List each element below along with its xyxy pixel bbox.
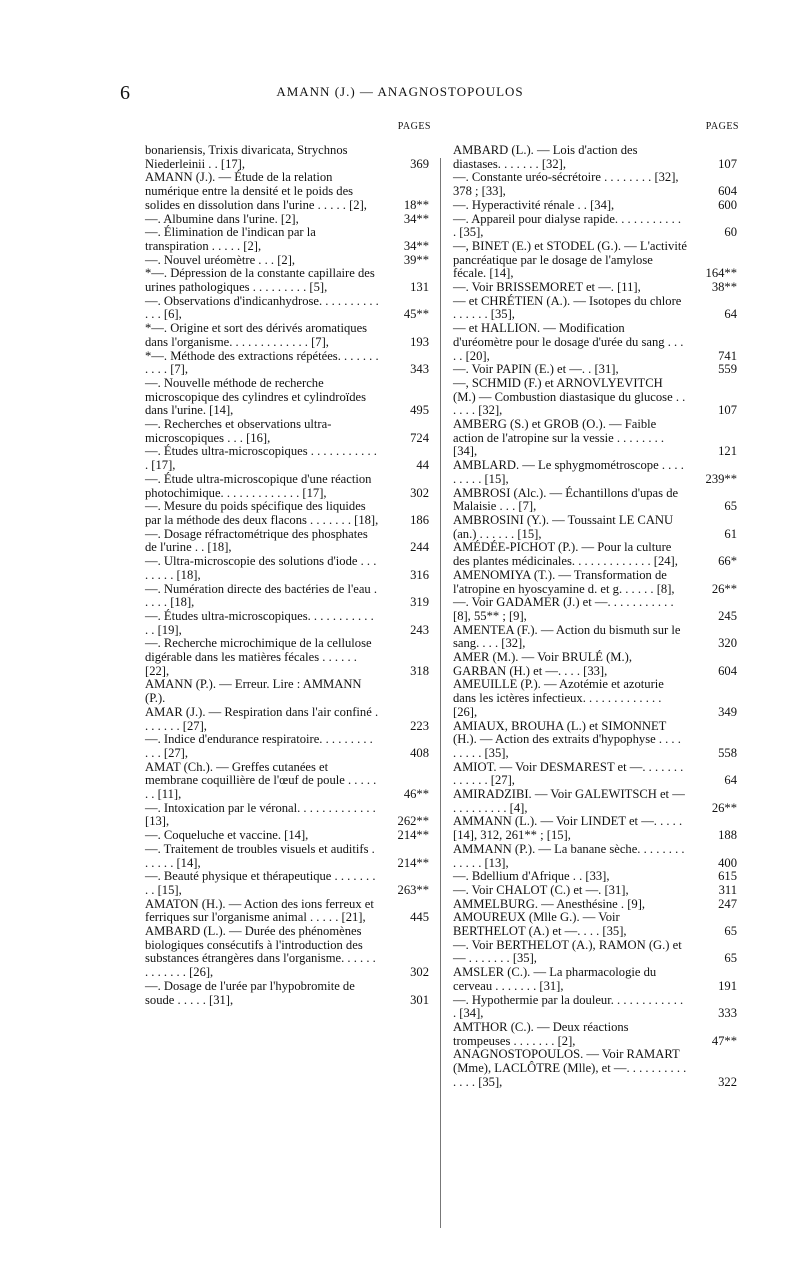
entry-text: —. Hyperactivité rénale . . [34],: [453, 197, 615, 212]
entry-page: 322: [718, 1074, 737, 1089]
index-entry: [145, 445, 427, 472]
entry-text: —. Recherche microchimique de la cellulose digérable dans les matières fécales . . . . . . [22],: [145, 636, 372, 678]
entry-page: 38**: [711, 280, 737, 295]
entry-text: —. Étude ultra-microscopique d'une réaction photochimique. . . . . . . . . . . . . [17],: [145, 471, 372, 500]
entry-text: AMIAUX, BROUHA (L.) et SIMONNET (H.). — Action des extraits d'hypophyse . . . . . . . . . [35],: [453, 718, 681, 760]
entry-page: 604: [718, 663, 737, 678]
pages-label: PAGES: [397, 121, 431, 132]
entry-page: 319: [410, 595, 429, 610]
index-entry: [453, 514, 735, 541]
index-entry: [453, 884, 735, 898]
entry-page: 121: [718, 444, 737, 459]
right-entry-list: [453, 144, 735, 1090]
entry-page: 18**: [403, 197, 429, 212]
pages-label: PAGES: [705, 121, 739, 132]
entry-page: 26**: [711, 581, 737, 596]
right-column: [453, 120, 739, 1090]
entry-page: 34**: [403, 238, 429, 253]
entry-text: AMMANN (L.). — Voir LINDET et —. . . . . [14], 312, 261** ; [15],: [453, 814, 683, 843]
index-entry: [453, 720, 735, 761]
index-entry: [145, 843, 427, 870]
entry-text: —. Bdellium d'Afrique . . [33],: [453, 869, 610, 884]
entry-page: 65: [724, 499, 737, 514]
entry-page: 301: [410, 992, 429, 1007]
left-column-header: [145, 120, 431, 138]
index-entry: [453, 898, 735, 912]
entry-page: 214**: [397, 828, 429, 843]
entry-text: AMATON (H.). — Action des ions ferreux et ferriques sur l'organisme animal . . . . . [21],: [145, 896, 374, 925]
entry-text: —. Traitement de troubles visuels et auditifs . . . . . . [14],: [145, 841, 375, 870]
index-entry: [145, 555, 427, 582]
column-divider: [440, 158, 441, 1228]
index-entry: [145, 377, 427, 418]
entry-text: —. Voir GADAMER (J.) et —. . . . . . . . . . . [8], 55** ; [9],: [453, 595, 674, 623]
index-entry: [453, 144, 735, 171]
index-entry: [453, 281, 735, 295]
entry-page: 445: [410, 910, 429, 925]
index-entry: [453, 596, 735, 623]
index-entry: [453, 1048, 735, 1089]
entry-page: 245: [718, 608, 737, 623]
index-entry: [453, 487, 735, 514]
entry-page: 107: [718, 156, 737, 171]
running-head: AMANN (J.) — ANAGNOSTOPOULOS: [276, 84, 524, 99]
index-entry: [145, 733, 427, 760]
entry-page: 600: [718, 197, 737, 212]
entry-page: 311: [718, 882, 737, 897]
entry-page: 741: [718, 348, 737, 363]
index-entry: [145, 500, 427, 527]
index-entry: [453, 240, 735, 281]
left-column: [145, 120, 431, 1007]
entry-text: —. Constante uréo-sécrétoire . . . . . . . . [32], 378 ; [33],: [453, 170, 679, 199]
entry-text: AMANN (P.). — Erreur. Lire : AMMANN (P.).: [145, 677, 362, 706]
index-entry: [145, 171, 427, 212]
index-entry: [145, 637, 427, 678]
entry-text: AMENOMIYA (T.). — Transformation de l'atropine en hyoscyamine d. et g. . . . . . [8],: [453, 567, 675, 596]
entry-text: —. Nouvel uréomètre . . . [2],: [145, 252, 296, 267]
index-entry: [453, 377, 735, 418]
index-entry: [453, 761, 735, 788]
entry-text: AMÉDÉE-PICHOT (P.). — Pour la culture des plantes médicinales. . . . . . . . . . . . . [24],: [453, 540, 678, 569]
entry-page: 302: [410, 965, 429, 980]
entry-text: —. Appareil pour dialyse rapide. . . . . . . . . . . . [35],: [453, 211, 682, 240]
index-entry: [453, 363, 735, 377]
entry-text: *—. Dépression de la constante capillaire des urines pathologiques . . . . . . . . . [5],: [145, 266, 375, 295]
entry-page: 559: [718, 362, 737, 377]
entry-page: 302: [410, 485, 429, 500]
entry-page: 188: [718, 828, 737, 843]
entry-text: —, SCHMID (F.) et ARNOVLYEVITCH (M.) — Combustion diastasique du glucose . . . . . . [32],: [453, 375, 686, 418]
entry-text: —, BINET (E.) et STODEL (G.). — L'activité pancréatique par le dosage de l'amylose fécale. [14],: [453, 238, 687, 281]
entry-text: —. Recherches et observations ultra-microscopiques . . . [16],: [145, 417, 332, 445]
entry-page: 66*: [718, 554, 737, 569]
entry-page: 61: [724, 526, 737, 541]
index-entry: [145, 678, 427, 705]
entry-text: AMOUREUX (Mlle G.). — Voir BERTHELOT (A.) et —. . . . [35],: [453, 910, 627, 939]
entry-text: AMTHOR (C.). — Deux réactions trompeuses . . . . . . . [2],: [453, 1020, 629, 1048]
index-entry: [145, 761, 427, 802]
entry-text: AMAR (J.). — Respiration dans l'air confiné . . . . . . . [27],: [145, 704, 379, 733]
index-entry: [145, 295, 427, 322]
index-entry: [145, 226, 427, 253]
index-entry: [145, 898, 427, 925]
index-entry: [453, 911, 735, 938]
entry-text: —. Ultra-microscopie des solutions d'iode . . . . . . . . [18],: [145, 554, 377, 582]
index-entry: [145, 144, 427, 171]
entry-page: 615: [718, 869, 737, 884]
entry-text: AMMANN (P.). — La banane sèche. . . . . . . . . . . . . [13],: [453, 841, 685, 870]
index-entry: [145, 528, 427, 555]
entry-text: *—. Méthode des extractions répétées. . . . . . . . . . . [7],: [145, 348, 379, 377]
entry-page: 46**: [403, 787, 429, 802]
entry-text: —. Voir PAPIN (E.) et —. . [31],: [453, 362, 619, 377]
index-entry: [145, 980, 427, 1007]
entry-text: AMIOT. — Voir DESMAREST et —. . . . . . . . . . . . . [27],: [453, 759, 684, 788]
entry-page: 214**: [397, 855, 429, 870]
index-entry: [145, 610, 427, 637]
entry-text: AMBLARD. — Le sphygmométroscope . . . . . . . . . [15],: [453, 458, 684, 486]
index-entry: [453, 678, 735, 719]
left-entry-list: [145, 144, 427, 1007]
entry-text: —. Hypothermie par la douleur. . . . . . . . . . . . . [34],: [453, 992, 684, 1021]
index-entry: [453, 541, 735, 568]
index-entry: [453, 199, 735, 213]
entry-text: —. Voir BRISSEMORET et —. [11],: [453, 280, 641, 295]
index-entry: [453, 624, 735, 651]
entry-text: —. Mesure du poids spécifique des liquides par la méthode des deux flacons . . . . . . . [18],: [145, 499, 379, 527]
entry-page: 26**: [711, 800, 737, 815]
index-entry: [145, 829, 427, 843]
entry-text: —. Beauté physique et thérapeutique . . . . . . . . . [15],: [145, 869, 376, 897]
entry-text: —. Observations d'indicanhydrose. . . . . . . . . . . . . [6],: [145, 293, 379, 322]
index-entry: [145, 473, 427, 500]
entry-text: —. Études ultra-microscopiques. . . . . . . . . . . . . [19],: [145, 608, 374, 637]
index-entry: [453, 569, 735, 596]
entry-page: 45**: [403, 307, 429, 322]
entry-page: 239**: [705, 471, 737, 486]
index-entry: [453, 651, 735, 678]
entry-page: 65: [724, 924, 737, 939]
entry-text: —. Indice d'endurance respiratoire. . . . . . . . . . . . [27],: [145, 732, 373, 760]
entry-text: — et HALLION. — Modification d'uréomètre pour le dosage d'urée du sang . . . . . [20],: [453, 321, 684, 363]
entry-page: 316: [410, 567, 429, 582]
entry-page: 60: [724, 225, 737, 240]
index-entry: [453, 939, 735, 966]
entry-page: 243: [410, 622, 429, 637]
entry-page: 262**: [397, 814, 429, 829]
index-entry: [453, 171, 735, 198]
entry-page: 247: [718, 896, 737, 911]
entry-text: —. Études ultra-microscopiques . . . . . . . . . . . . [17],: [145, 444, 377, 473]
index-entry: [145, 802, 427, 829]
entry-text: —. Voir CHALOT (C.) et —. [31],: [453, 882, 629, 897]
entry-text: —. Dosage réfractométrique des phosphates de l'urine . . [18],: [145, 526, 368, 555]
index-entry: [453, 213, 735, 240]
entry-text: AMENTEA (F.). — Action du bismuth sur le sang. . . . [32],: [453, 622, 681, 651]
index-entry: [145, 706, 427, 733]
index-entry: [453, 418, 735, 459]
index-entry: [145, 583, 427, 610]
index-entry: [145, 870, 427, 897]
index-entry: [453, 295, 735, 322]
entry-text: ANAGNOSTOPOULOS. — Voir RAMART (Mme), LACLÔTRE (Mlle), et —. . . . . . . . . . . . . . [35],: [453, 1047, 687, 1089]
entry-page: 558: [718, 745, 737, 760]
entry-page: 186: [410, 512, 429, 527]
index-entry: [145, 322, 427, 349]
index-entry: [453, 815, 735, 842]
right-column-header: [453, 120, 739, 138]
index-entry: [145, 267, 427, 294]
index-entry: [145, 418, 427, 445]
entry-text: AMBROSI (Alc.). — Échantillons d'upas de Malaisie . . . [7],: [453, 485, 679, 514]
entry-text: —. Albumine dans l'urine. [2],: [145, 211, 299, 226]
entry-page: 64: [724, 307, 737, 322]
index-entry: [453, 870, 735, 884]
index-entry: [453, 459, 735, 486]
index-entry: [453, 1021, 735, 1048]
entry-text: —. Numération directe des bactéries de l'eau . . . . . [18],: [145, 581, 378, 610]
entry-page: 349: [718, 704, 737, 719]
entry-text: AMER (M.). — Voir BRULÉ (M.), GARBAN (H.) et —. . . . [33],: [453, 650, 632, 678]
index-entry: [453, 994, 735, 1021]
entry-page: 44: [416, 458, 429, 473]
entry-page: 369: [410, 156, 429, 171]
entry-page: 223: [410, 718, 429, 733]
entry-page: 343: [410, 362, 429, 377]
entry-page: 400: [718, 855, 737, 870]
entry-text: AMBROSINI (Y.). — Toussaint LE CANU (an.) . . . . . . [15],: [453, 512, 674, 541]
entry-text: AMBARD (L.). — Durée des phénomènes biologiques consécutifs à l'introduction des substances étrangères dans l'organisme. . . . . . . . . . . . . [26],: [145, 924, 376, 980]
entry-page: 495: [410, 403, 429, 418]
entry-text: AMBARD (L.). — Lois d'action des diastases. . . . . . . [32],: [453, 143, 638, 171]
index-entry: [145, 925, 427, 980]
entry-page: 244: [410, 540, 429, 555]
entry-text: AMAT (Ch.). — Greffes cutanées et membrane coquillière de l'œuf de poule . . . . . . . [11],: [145, 759, 377, 802]
entry-page: 318: [410, 663, 429, 678]
entry-page: 164**: [705, 266, 737, 281]
entry-page: 65: [724, 951, 737, 966]
entry-text: AMMELBURG. — Anesthésine . [9],: [453, 896, 646, 911]
entry-page: 333: [718, 1006, 737, 1021]
index-entry: [453, 322, 735, 363]
entry-text: AMBERG (S.) et GROB (O.). — Faible action de l'atropine sur la vessie . . . . . . . . [34],: [453, 417, 665, 459]
index-entry: [145, 213, 427, 227]
entry-text: AMIRADZIBI. — Voir GALEWITSCH et — . . . . . . . . . [4],: [453, 787, 685, 815]
entry-page: 39**: [403, 252, 429, 267]
entry-page: 408: [410, 745, 429, 760]
entry-text: — et CHRÉTIEN (A.). — Isotopes du chlore . . . . . . [35],: [453, 293, 682, 322]
entry-page: 64: [724, 773, 737, 788]
entry-text: —. Dosage de l'urée par l'hypobromite de soude . . . . . [31],: [145, 978, 355, 1007]
entry-page: 320: [718, 636, 737, 651]
entry-text: AMEUILLE (P.). — Azotémie et azoturie dans les ictères infectieux. . . . . . . . . . . . . [26],: [453, 677, 664, 719]
entry-page: 263**: [397, 882, 429, 897]
entry-page: 604: [718, 184, 737, 199]
index-entry: [145, 254, 427, 268]
index-entry: [453, 843, 735, 870]
entry-text: bonariensis, Trixis divaricata, Strychnos Niederleinii . . [17],: [145, 143, 348, 171]
entry-text: AMANN (J.). — Étude de la relation numérique entre la densité et le poids des solides en dissolution dans l'urine . . . . . [2],: [145, 170, 367, 212]
index-entry: [453, 966, 735, 993]
page-number: 6: [120, 82, 130, 104]
entry-text: —. Élimination de l'indican par la transpiration . . . . . [2],: [145, 225, 316, 253]
entry-text: AMSLER (C.). — La pharmacologie du cerveau . . . . . . . [31],: [453, 965, 657, 993]
entry-page: 131: [410, 280, 429, 295]
entry-page: 724: [410, 430, 429, 445]
entry-text: —. Intoxication par le véronal. . . . . . . . . . . . . [13],: [145, 800, 376, 829]
entry-page: 34**: [403, 211, 429, 226]
index-entry: [145, 350, 427, 377]
entry-text: *—. Origine et sort des dérivés aromatiques dans l'organisme. . . . . . . . . . . . . [7],: [145, 321, 368, 349]
entry-page: 193: [410, 334, 429, 349]
index-entry: [453, 788, 735, 815]
entry-text: —. Voir BERTHELOT (A.), RAMON (G.) et — . . . . . . . [35],: [453, 937, 682, 966]
entry-text: —. Nouvelle méthode de recherche microscopique des cylindres et cylindroïdes dans l'urine. [14],: [145, 375, 367, 418]
entry-text: —. Coqueluche et vaccine. [14],: [145, 828, 309, 843]
entry-page: 47**: [711, 1033, 737, 1048]
entry-page: 191: [718, 978, 737, 993]
entry-page: 107: [718, 403, 737, 418]
